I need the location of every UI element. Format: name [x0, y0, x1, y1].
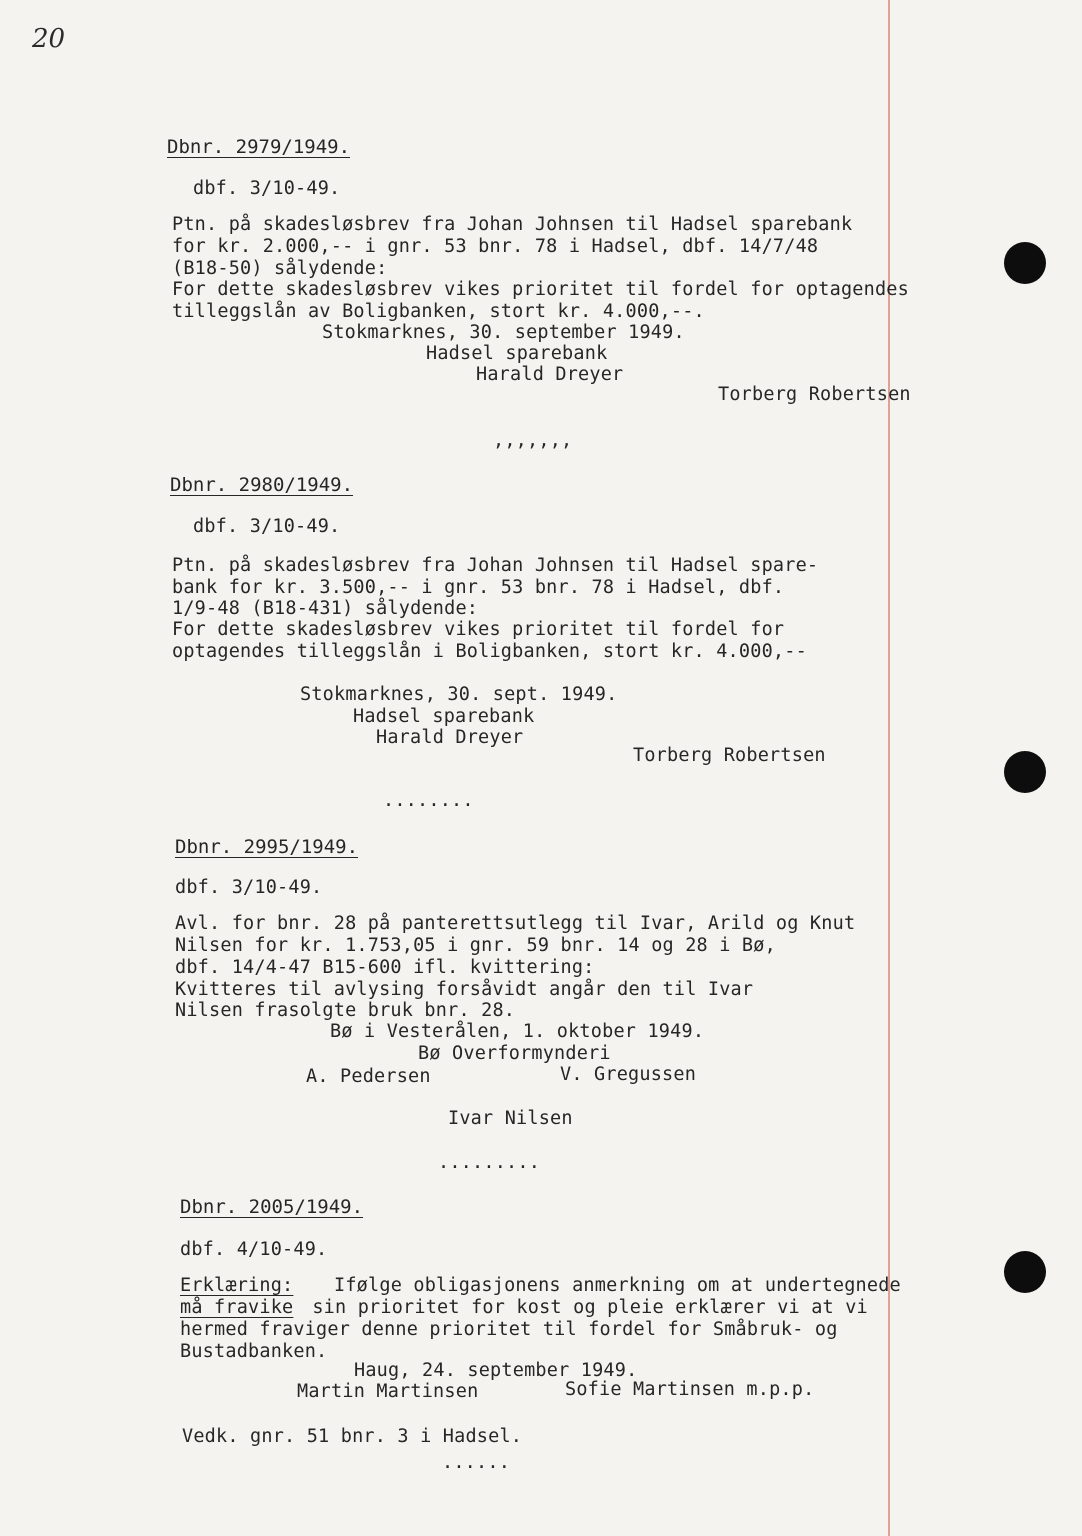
- entry-separator: ......: [442, 1452, 511, 1473]
- entry-text: Kvitteres til avlysing forsåvidt angår den til Ivar: [175, 979, 754, 1000]
- entry-reference: Vedk. gnr. 51 bnr. 3 i Hadsel.: [182, 1426, 523, 1447]
- page-number: 20: [32, 24, 66, 54]
- entry-date: dbf. 3/10-49.: [193, 178, 341, 199]
- entry-signatory: Martin Martinsen: [297, 1381, 479, 1402]
- entry-place-date: Stokmarknes, 30. september 1949.: [322, 322, 685, 343]
- entry-date: dbf. 4/10-49.: [180, 1239, 328, 1260]
- entry-signatory: Harald Dreyer: [476, 364, 624, 385]
- entry-text: må fravike: [180, 1297, 294, 1318]
- entry-separator: ........: [383, 790, 474, 811]
- entry-text: tilleggslån av Boligbanken, stort kr. 4.000,--.: [172, 301, 705, 322]
- entry-text: for kr. 2.000,-- i gnr. 53 bnr. 78 i Hadsel, dbf. 14/7/48: [172, 236, 819, 257]
- entry-signatory: Torberg Robertsen: [718, 384, 911, 405]
- entry-signatory: Hadsel sparebank: [426, 343, 608, 364]
- entry-text: Nilsen frasolgte bruk bnr. 28.: [175, 1000, 516, 1021]
- entry-text: dbf. 14/4-47 B15-600 ifl. kvittering:: [175, 957, 595, 978]
- entry-text: bank for kr. 3.500,-- i gnr. 53 bnr. 78 i Hadsel, dbf.: [172, 577, 785, 598]
- punch-hole: [1004, 242, 1046, 284]
- entry-signatory: Sofie Martinsen m.p.p.: [565, 1379, 815, 1400]
- entry-heading: Dbnr. 2980/1949.: [170, 474, 354, 496]
- entry-separator: .........: [438, 1152, 541, 1173]
- entry-text: Ptn. på skadesløsbrev fra Johan Johnsen til Hadsel spare-: [172, 555, 819, 576]
- margin-line: [888, 0, 890, 1536]
- entry-signatory: A. Pedersen: [306, 1066, 431, 1087]
- entry-text: Ptn. på skadesløsbrev fra Johan Johnsen til Hadsel sparebank: [172, 214, 853, 235]
- entry-signatory: Torberg Robertsen: [633, 745, 826, 766]
- entry-separator: ,,,,,,,: [493, 430, 573, 451]
- entry-text: (B18-50) sålydende:: [172, 258, 388, 279]
- entry-text: For dette skadesløsbrev vikes prioritet til fordel for optagendes: [172, 279, 909, 300]
- entry-text: Avl. for bnr. 28 på panterettsutlegg til Ivar, Arild og Knut: [175, 913, 856, 934]
- punch-hole: [1004, 1251, 1046, 1293]
- entry-signatory: Bø Overformynderi: [418, 1043, 611, 1064]
- entry-text: sin prioritet for kost og pleie erklærer vi at vi: [301, 1297, 868, 1318]
- entry-text: Ifølge obligasjonens anmerkning om at undertegnede: [334, 1275, 901, 1296]
- entry-text: 1/9-48 (B18-431) sålydende:: [172, 598, 479, 619]
- entry-place-date: Stokmarknes, 30. sept. 1949.: [300, 684, 618, 705]
- entry-heading: Dbnr. 2005/1949.: [180, 1196, 364, 1218]
- entry-place-date: Haug, 24. september 1949.: [354, 1360, 638, 1381]
- entry-date: dbf. 3/10-49.: [193, 516, 341, 537]
- entry-text: For dette skadesløsbrev vikes prioritet til fordel for: [172, 619, 785, 640]
- entry-heading: Dbnr. 2995/1949.: [175, 836, 359, 858]
- entry-text: optagendes tilleggslån i Boligbanken, stort kr. 4.000,--: [172, 641, 807, 662]
- entry-place-date: Bø i Vesterålen, 1. oktober 1949.: [330, 1021, 705, 1042]
- entry-date: dbf. 3/10-49.: [175, 877, 323, 898]
- entry-text: Erklæring:: [180, 1275, 294, 1296]
- entry-signatory: Harald Dreyer: [376, 727, 524, 748]
- entry-signatory: Hadsel sparebank: [353, 706, 535, 727]
- punch-hole: [1004, 751, 1046, 793]
- entry-text: Bustadbanken.: [180, 1341, 328, 1362]
- entry-heading: Dbnr. 2979/1949.: [167, 136, 351, 158]
- entry-signatory: Ivar Nilsen: [448, 1108, 573, 1129]
- entry-text: hermed fraviger denne prioritet til fordel for Småbruk- og: [180, 1319, 838, 1340]
- entry-text: Nilsen for kr. 1.753,05 i gnr. 59 bnr. 14 og 28 i Bø,: [175, 935, 776, 956]
- entry-signatory: V. Gregussen: [560, 1064, 697, 1085]
